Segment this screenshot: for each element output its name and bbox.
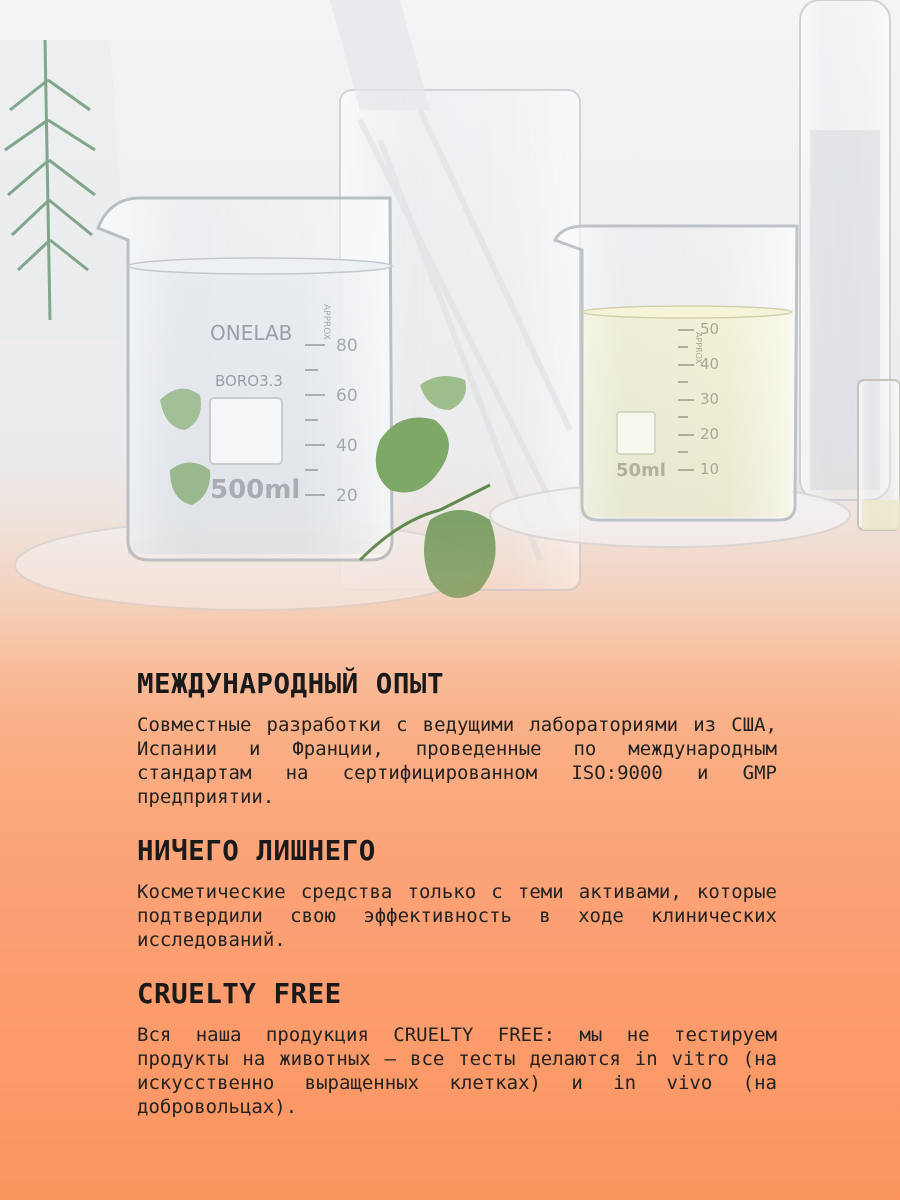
beaker-scale-20: 20 <box>336 486 358 506</box>
beaker-small-scale-40: 40 <box>700 355 720 373</box>
beaker-glass-label: BORO3.3 <box>215 372 283 390</box>
feature-title: МЕЖДУНАРОДНЫЙ ОПЫТ <box>137 668 445 700</box>
beaker-small-scale-20: 20 <box>700 425 720 443</box>
vial <box>858 380 900 530</box>
beaker-small-scale-50: 50 <box>700 320 720 338</box>
feature-international-experience <box>137 668 777 809</box>
feature-description: Совместные разработки с ведущими лабораториями из США, Испании и Франции, проведенные по международным стандартам на сертифицированном ISO:9000 и GMP предприятии. <box>137 714 777 808</box>
beaker-scale-40: 40 <box>336 436 358 456</box>
beaker-approx-label: APPROX <box>321 304 331 340</box>
beaker-scale-80: 80 <box>336 336 358 356</box>
feature-title: НИЧЕГО ЛИШНЕГО <box>137 835 376 867</box>
beaker-small-scale-10: 10 <box>700 460 720 478</box>
beaker-brand-label: ONELAB <box>210 321 293 345</box>
beaker-scale-60: 60 <box>336 386 358 406</box>
feature-nothing-extra <box>137 835 777 952</box>
feature-description: Вся наша продукция CRUELTY FREE: мы не тестируем продукты на животных — все тесты делаются in vitro (на искусственно выращенных клетках) и in vivo (на добровольцах). <box>137 1024 777 1118</box>
beaker-small-scale-30: 30 <box>700 390 720 408</box>
feature-title: CRUELTY FREE <box>137 978 342 1010</box>
beaker-volume-label: 500ml <box>210 475 301 505</box>
beaker-small-volume-label: 50ml <box>616 460 666 481</box>
feature-cruelty-free <box>137 978 777 1119</box>
beaker-small-approx-label: APPROX <box>694 332 703 364</box>
beaker-500ml <box>98 198 392 560</box>
features-content <box>137 668 777 1145</box>
beaker-50ml <box>555 226 797 520</box>
feature-description: Косметические средства только с теми активами, которые подтвердили свою эффективность в ходе клинических исследований. <box>137 881 777 951</box>
